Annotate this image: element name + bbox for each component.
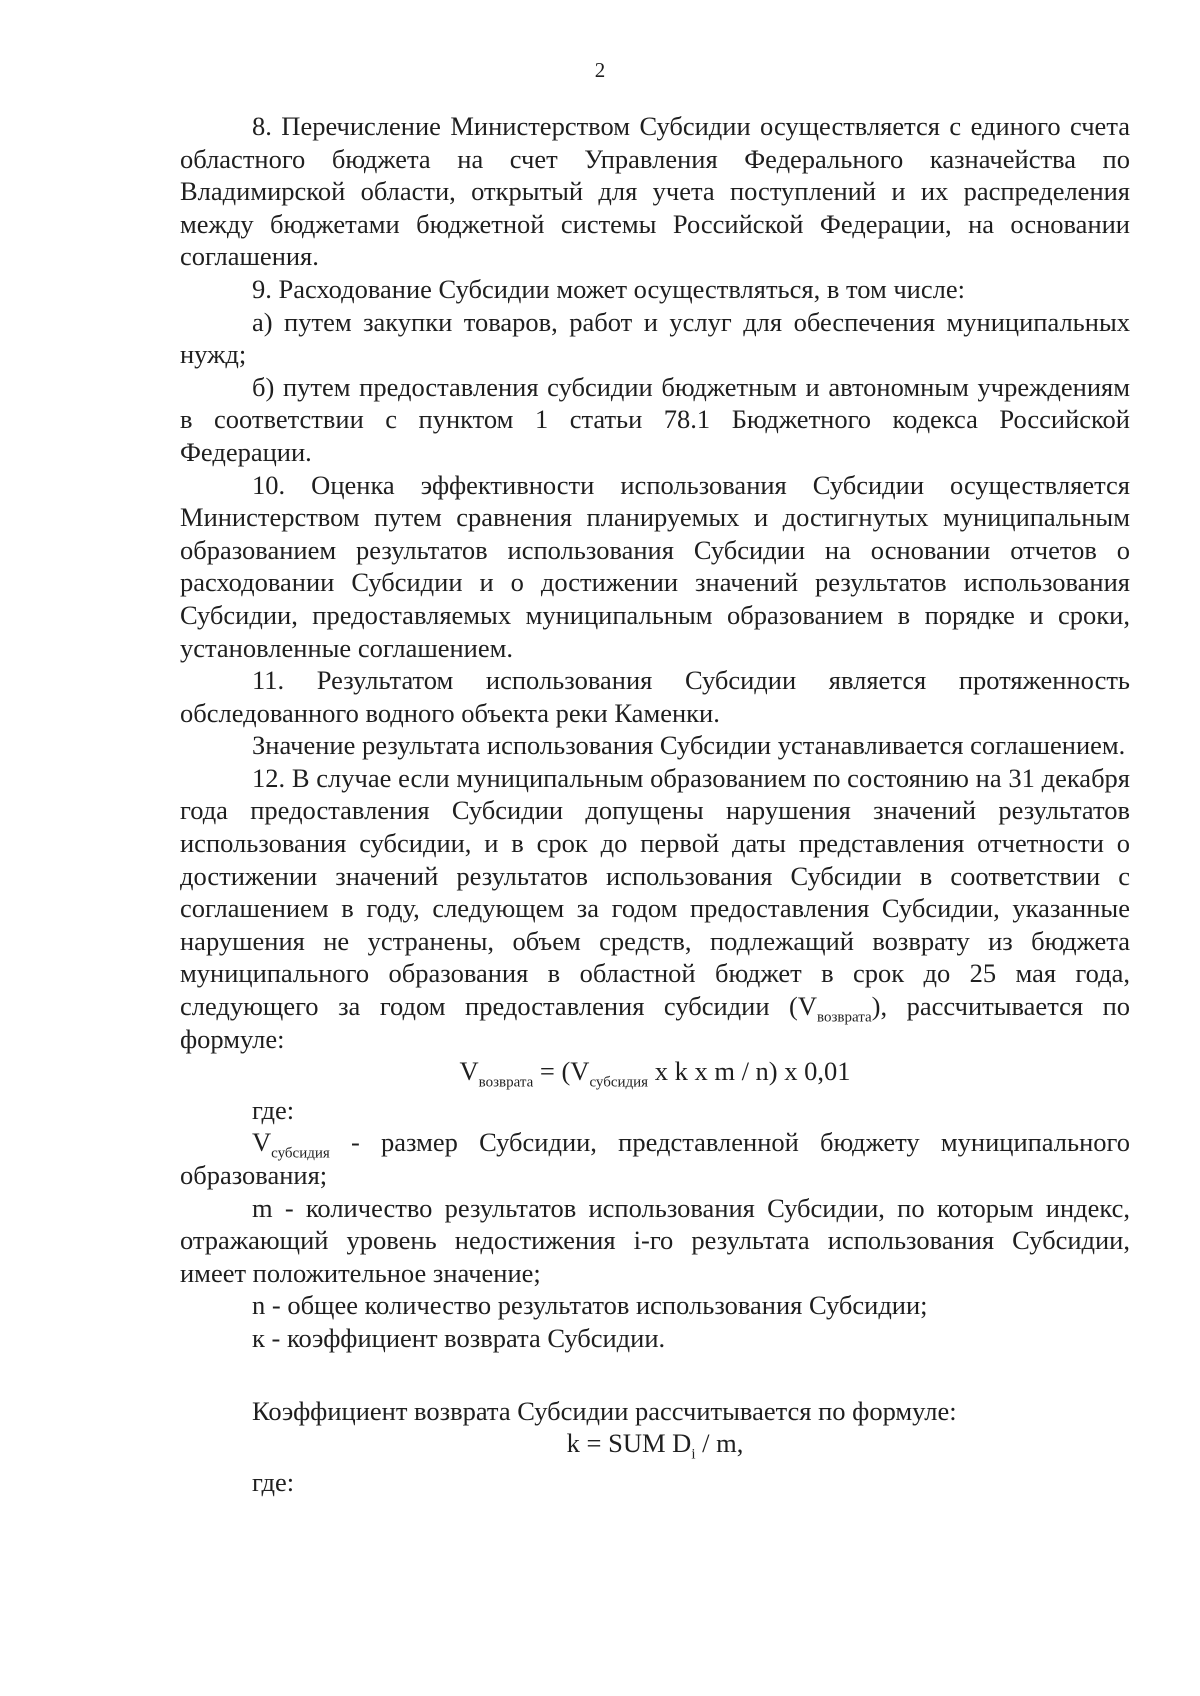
paragraph-10: 10. Оценка эффективности использования Субсидии осуществляется Министерством путем сравнения планируемых и достигнутых муниципальным образованием результатов использования Субсидии на основании отчетов о расходовании Субсидии и о достижении значений результатов использования Субсидии, предоставляемых муниципальным образованием в порядке и сроки, установленные соглашением. [180, 469, 1130, 663]
formula2-head: k = SUM D [566, 1428, 692, 1459]
document-body [180, 110, 1130, 1498]
definition-m: m - количество результатов использования Субсидии, по которым индекс, отражающий уровень недостижения i-го результата использования Субсидии, имеет положительное значение; [180, 1192, 1130, 1288]
formula2-sub: i [691, 1446, 696, 1463]
paragraph-12-text: 12. В случае если муниципальным образованием по состоянию на 31 декабря года предоставления Субсидии допущены нарушения значений результатов использования субсидии, и в срок до первой даты представления отчетности о достижении значений результатов использования Субсидии в соответствии с соглашением в году, следующем за годом предоставления Субсидии, указанные нарушения не устранены, объем средств, подлежащий возврату из бюджета муниципального образования в областной бюджет в срок до 25 мая года, следующего за годом предоставления субсидии (V [180, 762, 1130, 1022]
paragraph-12 [180, 762, 1130, 1055]
formula2-tail: / m, [695, 1428, 744, 1459]
formula1-tail: x k x m / n) x 0,01 [648, 1056, 851, 1087]
formula-return-volume [180, 1055, 1130, 1091]
paragraph-9: 9. Расходование Субсидии может осуществляться, в том числе: [252, 273, 965, 304]
definition-v-subsidy [180, 1126, 1130, 1191]
paragraph-11: 11. Результатом использования Субсидии является протяженность обследованного водного объекта реки Каменки. [180, 665, 1130, 728]
formula1-mid: = (V [533, 1056, 590, 1087]
formula1-mid-sub: субсидия [589, 1074, 649, 1091]
paragraph-9b: б) путем предоставления субсидии бюджетным и автономным учреждениям в соответствии с пунктом 1 статьи 78.1 Бюджетного кодекса Российской Федерации. [180, 371, 1130, 467]
paragraph-11-value: Значение результата использования Субсидии устанавливается соглашением. [252, 730, 1126, 761]
def-v-sub: субсидия [271, 1145, 330, 1162]
coefficient-intro: Коэффициент возврата Субсидии рассчитывается по формуле: [252, 1395, 957, 1426]
definition-n: n - общее количество результатов использования Субсидии; [252, 1290, 928, 1321]
page-number: 2 [594, 58, 606, 82]
def-v-text: - размер Субсидии, представленной бюджету муниципального образования; [180, 1127, 1130, 1190]
paragraph-12-subscript: возврата [816, 1009, 872, 1026]
definition-k: к - коэффициент возврата Субсидии. [252, 1322, 666, 1353]
paragraph-9a: а) путем закупки товаров, работ и услуг для обеспечения муниципальных нужд; [180, 306, 1130, 370]
def-v-letter: V [252, 1127, 272, 1158]
paragraph-12-tail: ), рассчитывается по формуле: [180, 991, 1130, 1054]
formula1-v: V [459, 1056, 479, 1087]
where-label-1: где: [252, 1094, 295, 1125]
formula1-v-sub: возврата [478, 1074, 534, 1091]
paragraph-8: 8. Перечисление Министерством Субсидии осуществляется с единого счета областного бюджета на счет Управления Федерального казначейства по Владимирской области, открытый для учета поступлений и их распределения между бюджетами бюджетной системы Российской Федерации, на основании соглашения. [180, 111, 1130, 272]
formula-coefficient [180, 1427, 1130, 1463]
where-label-2: где: [252, 1466, 295, 1497]
